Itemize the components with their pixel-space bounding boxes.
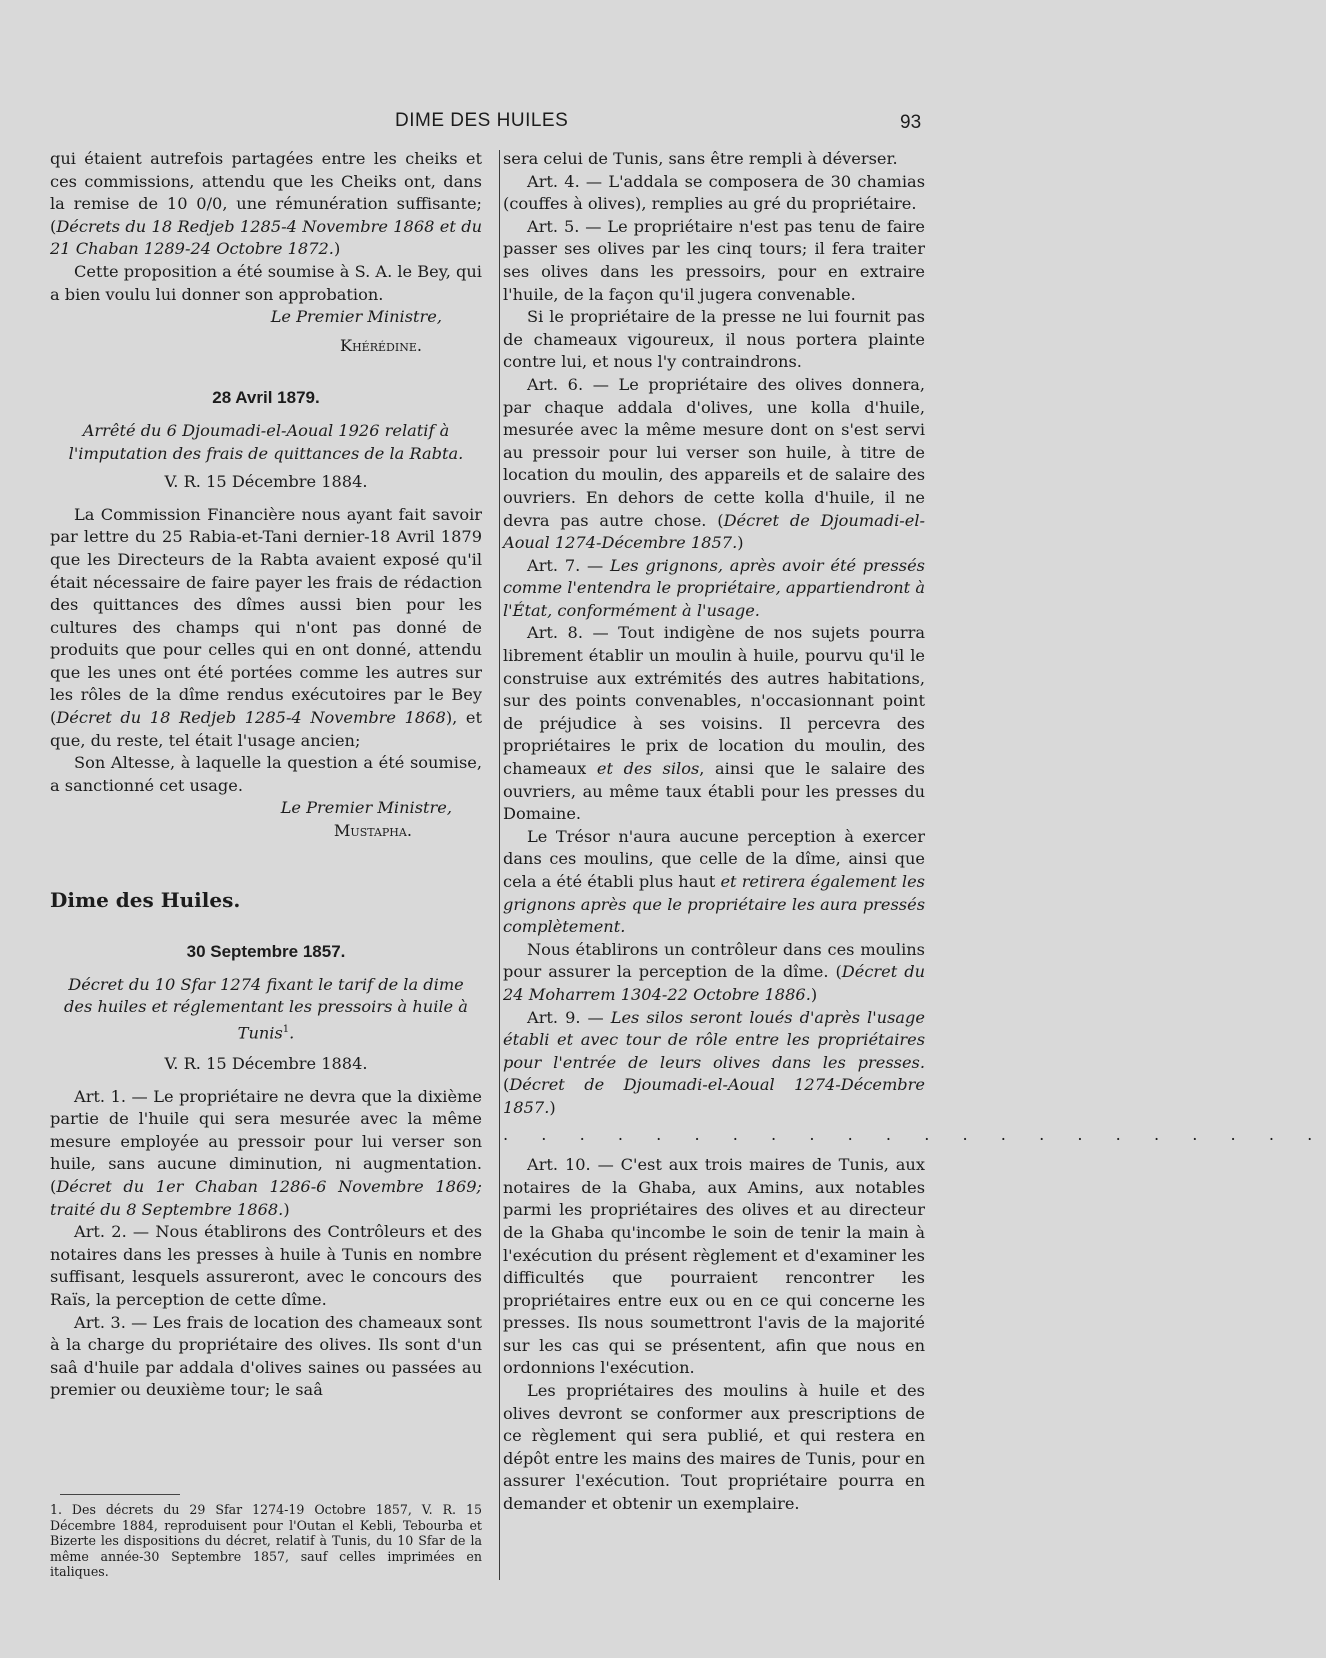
article-1: Art. 1. — Le propriétaire ne devra que la dixième partie de l'huile qui sera mesurée avec la même mesure employée au pressoir pour lui verser son huile, sans aucune diminution, ni augmentation. (Décret du 1er Chaban 1286-6 Novembre 1869; traité du 8 Septembre 1868.) — [50, 1086, 482, 1219]
paragraph: Le Trésor n'aura aucune perception à exercer dans ces moulins, que celle de la dîme, ainsi que cela a été établi plus haut et retirera également les grignons après que le propriétaire les aura pressés complètement. — [503, 826, 925, 937]
article-5: Art. 5. — Le propriétaire n'est pas tenu de faire passer ses olives par les cinq tours; il fera traiter ses olives dans les pressoirs, pour en extraire l'huile, de la façon qu'il jugera convenable. — [503, 216, 925, 304]
paragraph: Son Altesse, à laquelle la question a été soumise, a sanctionné cet usage. — [50, 753, 482, 795]
section-date: 30 Septembre 1857. — [186, 942, 346, 962]
footnote-divider — [60, 1494, 180, 1495]
section-date: 28 Avril 1879. — [212, 388, 320, 408]
article-2: Art. 2. — Nous établirons des Contrôleurs et des notaires dans les presses à huile à Tunis en nombre suffisant, lesquels assureront, avec le concours des Raïs, la perception de cette dîme. — [50, 1222, 482, 1309]
signature-role: Le Premier Ministre, — [280, 798, 452, 818]
arrete-title: Arrêté du 6 Djoumadi-el-Aoual 1926 relatif à l'imputation des frais de quittances de la Rabta. — [68, 420, 464, 463]
vr-date: V. R. 15 Décembre 1884. — [164, 1053, 368, 1073]
vr-date: V. R. 15 Décembre 1884. — [164, 472, 368, 492]
ellipsis-dots: . . . . . . . . . . . . . . . . . . . . . . — [503, 1124, 1326, 1144]
paragraph: qui étaient autrefois partagées entre les cheiks et ces commissions, attendu que les Cheiks ont, dans la remise de 10 0/0, une rémunération suffisante; (Décrets du 18 Redjeb 1285-4 Novembre 1868 et du 21 Chaban 1289-24 Octobre 1872.) — [50, 149, 482, 259]
signature-name: Mustapha. — [333, 821, 412, 841]
paragraph: Si le propriétaire de la presse ne lui fournit pas de chameaux vigoureux, il nous portera plainte contre lui, et nous l'y contraindrons. — [503, 307, 925, 372]
signature-name: Khérédine. — [340, 335, 422, 355]
article-7: Art. 7. — Les grignons, après avoir été pressés comme l'entendra le propriétaire, appartiendront à l'État, conformément à l'usage. — [503, 555, 925, 620]
paragraph: La Commission Financière nous ayant fait savoir par lettre du 25 Rabia-et-Tani dernier-18 Avril 1879 que les Directeurs de la Rabta avaient exposé qu'il était nécessaire de faire payer les frais de rédaction des quittances des dîmes aussi bien pour les cultures des champs qui n'ont pas donné de produits que pour celles qui en ont donné, attendu que les unes ont été portées comme les autres sur les rôles de la dîme rendus exécutoires par le Bey (Décret du 18 Redjeb 1285-4 Novembre 1868), et que, du reste, tel était l'usage ancien; — [50, 504, 482, 750]
paragraph: Nous établirons un contrôleur dans ces moulins pour assurer la perception de la dîme. (Décret du 24 Moharrem 1304-22 Octobre 1886.) — [503, 939, 925, 1004]
column-divider — [499, 150, 500, 1580]
article-9: Art. 9. — Les silos seront loués d'après l'usage établi et avec tour de rôle entre les propriétaires pour l'entrée de leurs olives dans les presses. (Décret de Djoumadi-el-Aoual 1274-Décembre 1857.) — [503, 1007, 925, 1117]
section-title: Dime des Huiles. — [50, 887, 241, 912]
signature-role: Le Premier Ministre, — [270, 307, 442, 327]
page-number: 93 — [900, 112, 922, 133]
article-6: Art. 6. — Le propriétaire des olives donnera, par chaque addala d'olives, une kolla d'huile, mesurée avec la même mesure dont on s'est servi au pressoir pour lui verser son huile, à titre de location du moulin, des appareils et de salaire des ouvriers. En dehors de cette kolla d'huile, il ne devra pas autre chose. (Décret de Djoumadi-el-Aoual 1274-Décembre 1857.) — [503, 374, 925, 553]
running-title: DIME DES HUILES — [395, 110, 569, 131]
decret-title: Décret du 10 Sfar 1274 fixant le tarif de la dime des huiles et réglementant les pressoirs à huile à Tunis$^1$. — [64, 974, 468, 1043]
paragraph: Les propriétaires des moulins à huile et des olives devront se conformer aux prescriptions de ce règlement qui sera publié, et qui restera en dépôt entre les mains des maires de Tunis, pour en assurer l'exécution. Tout propriétaire pourra en demander et obtenir un exemplaire. — [503, 1381, 925, 1514]
running-head — [0, 110, 1000, 140]
article-4: Art. 4. — L'addala se composera de 30 chamias (couffes à olives), remplies au gré du propriétaire. — [503, 171, 925, 214]
right-column — [503, 148, 1326, 1516]
left-column — [50, 148, 482, 1402]
article-3: Art. 3. — Les frais de location des chameaux sont à la charge du propriétaire des olives. Ils sont d'un saâ d'huile par addala d'olives saines ou passées au premier ou deuxième tour; le saâ — [50, 1312, 482, 1400]
paragraph: Cette proposition a été soumise à S. A. le Bey, qui a bien voulu lui donner son approbation. — [50, 261, 482, 304]
footnote: 1. Des décrets du 29 Sfar 1274-19 Octobre 1857, V. R. 15 Décembre 1884, reproduisent pour l'Outan el Kebli, Tebourba et Bizerte les dispositions du décret, relatif à Tunis, du 10 Sfar de la même année-30 Septembre 1857, sauf celles imprimées en italiques. — [50, 1502, 482, 1579]
article-10: Art. 10. — C'est aux trois maires de Tunis, aux notaires de la Ghaba, aux Amins, aux notables parmi les propriétaires des olives et au directeur de la Ghaba qu'incombe le soin de tenir la main à l'exécution du présent règlement et d'examiner les difficultés que pourraient rencontrer les propriétaires entre eux ou en ce qui concerne les presses. Ils nous soumettront l'avis de la majorité sur les cas qui se présentent, afin que nous en ordonnions l'exécution. — [503, 1155, 925, 1378]
paragraph: sera celui de Tunis, sans être rempli à déverser. — [503, 149, 898, 168]
article-8: Art. 8. — Tout indigène de nos sujets pourra librement établir un moulin à huile, pourvu qu'il le construise aux extrémités des autres habitations, sur des points convenables, n'occasionnant point de préjudice à ses voisins. Il percevra des propriétaires le prix de location du moulin, des chameaux et des silos, ainsi que le salaire des ouvriers, au même taux établi pour les presses du Domaine. — [503, 623, 925, 824]
